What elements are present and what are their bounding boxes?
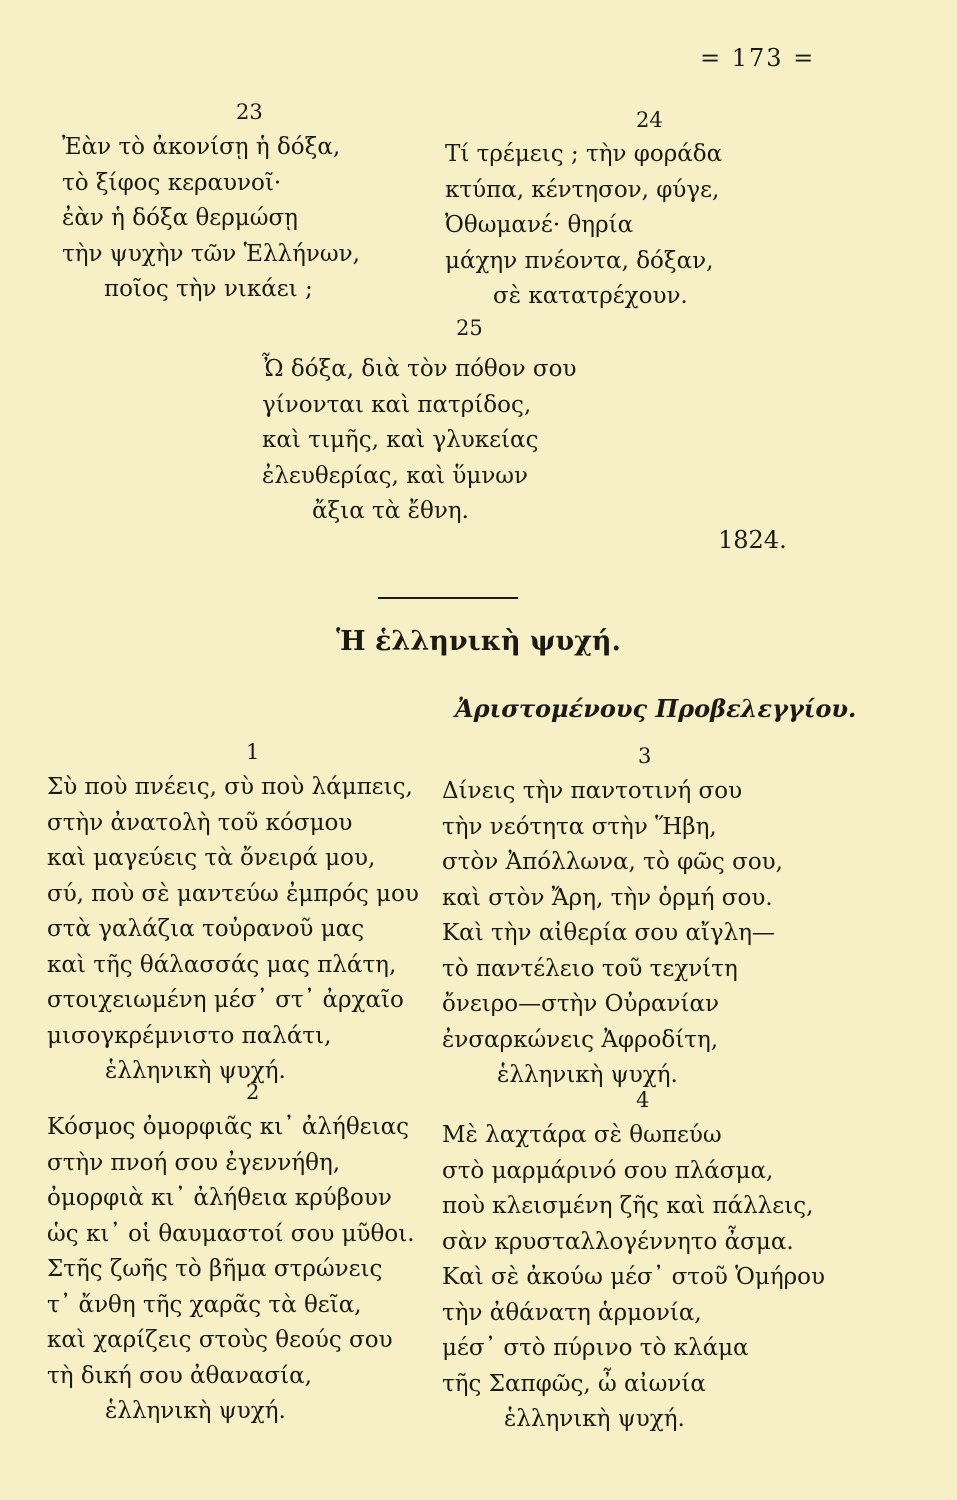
verse-line: ἄξια τὰ ἔθνη. xyxy=(312,498,469,524)
stanza-4-number: 4 xyxy=(636,1088,650,1112)
verse-line: Ἐὰν τὸ ἀκονίσῃ ἡ δόξα, xyxy=(62,134,341,160)
verse-line: τ᾿ ἄνθη τῆς χαρᾶς τὰ θεῖα, xyxy=(47,1291,362,1318)
verse-line: στὴν ἀνατολὴ τοῦ κόσμου xyxy=(47,809,353,836)
verse-line: ἐὰν ἡ δόξα θερμώσῃ xyxy=(62,205,298,231)
stanza-1-number: 1 xyxy=(246,740,260,764)
stanza-4 xyxy=(442,1118,825,1438)
verse-line: Ὀθωμανέ· θηρία xyxy=(445,212,634,238)
stanza-3-number: 3 xyxy=(638,744,652,768)
verse-line: ἐλευθερίας, καὶ ὕμνων xyxy=(262,462,529,489)
verse-line: τὴν ἀθάνατη ἁρμονία, xyxy=(442,1299,702,1326)
verse-line: Στῆς ζωῆς τὸ βῆμα στρώνεις xyxy=(47,1256,383,1282)
verse-refrain: ἑλληνικὴ ψυχή. xyxy=(105,1398,286,1424)
stanza-25-number: 25 xyxy=(456,316,483,340)
verse-line: μάχην πνέοντα, δόξαν, xyxy=(445,247,714,274)
verse-line: γίνονται καὶ πατρίδος, xyxy=(262,391,532,418)
page-number: = 173 = xyxy=(700,44,816,72)
verse-line: τὸ παντέλειο τοῦ τεχνίτη xyxy=(442,955,738,982)
stanza-24 xyxy=(445,137,722,315)
verse-line: Κόσμος ὀμορφιᾶς κι᾿ ἀλήθειας xyxy=(47,1114,410,1140)
poem-author: Ἀριστομένους Προβελεγγίου. xyxy=(455,694,857,723)
verse-line: ὡς κι᾿ οἱ θαυμαστοί σου μῦθοι. xyxy=(47,1220,415,1247)
verse-line: Καὶ τὴν αἰθερία σου αἴγλη— xyxy=(442,920,776,946)
verse-line: καὶ στὸν Ἄρη, τὴν ὁρμή σου. xyxy=(442,884,773,911)
verse-refrain: ἑλληνικὴ ψυχή. xyxy=(105,1058,286,1084)
verse-line: σύ, ποὺ σὲ μαντεύω ἐμπρός μου xyxy=(47,880,419,907)
stanza-23-number: 23 xyxy=(236,100,263,124)
verse-refrain: ἑλληνικὴ ψυχή. xyxy=(497,1062,678,1088)
verse-line: ὄνειρο—στὴν Οὐρανίαν xyxy=(442,991,720,1017)
verse-line: κτύπα, κέντησον, φύγε, xyxy=(445,176,720,203)
verse-line: Σὺ ποὺ πνέεις, σὺ ποὺ λάμπεις, xyxy=(47,774,413,800)
stanza-24-number: 24 xyxy=(636,108,663,132)
verse-line: καὶ μαγεύεις τὰ ὄνειρά μου, xyxy=(47,845,376,871)
verse-line: σὲ κατατρέχουν. xyxy=(493,283,688,309)
verse-line: στοιχειωμένη μέσ᾿ στ᾿ ἀρχαῖο xyxy=(47,987,404,1013)
verse-line: ὀμορφιὰ κι᾿ ἀλήθεια κρύβουν xyxy=(47,1185,392,1211)
verse-line: τὸ ξίφος κεραυνοῖ· xyxy=(62,169,282,196)
stanza-23 xyxy=(62,130,360,308)
verse-line: στὸ μαρμάρινό σου πλάσμα, xyxy=(442,1157,774,1184)
verse-line: Μὲ λαχτάρα σὲ θωπεύω xyxy=(442,1122,722,1148)
poem-title: Ἡ ἑλληνικὴ ψυχή. xyxy=(336,626,621,657)
verse-line: στὰ γαλάζια τοὐρανοῦ μας xyxy=(47,916,365,942)
verse-line: ποὺ κλεισμένη ζῆς καὶ πάλλεις, xyxy=(442,1193,814,1219)
verse-line: Δίνεις τὴν παντοτινή σου xyxy=(442,778,743,804)
section-divider xyxy=(378,597,518,599)
verse-line: σὰν κρυσταλλογέννητο ἆσμα. xyxy=(442,1228,794,1255)
verse-line: μέσ᾿ στὸ πύρινο τὸ κλάμα xyxy=(442,1335,749,1361)
verse-line: στὸν Ἀπόλλωνα, τὸ φῶς σου, xyxy=(442,849,783,875)
verse-line: καὶ τῆς θάλασσάς μας πλάτη, xyxy=(47,951,397,978)
verse-line: καὶ χαρίζεις στοὺς θεούς σου xyxy=(47,1327,393,1353)
verse-line: τὴν ψυχὴν τῶν Ἑλλήνων, xyxy=(62,240,360,267)
stanza-3 xyxy=(442,774,783,1094)
stanza-1 xyxy=(47,770,419,1090)
verse-line: καὶ τιμῆς, καὶ γλυκείας xyxy=(262,427,539,453)
year: 1824. xyxy=(718,526,787,554)
stanza-2-number: 2 xyxy=(246,1080,260,1104)
verse-line: τὴν νεότητα στὴν Ἥβη, xyxy=(442,813,717,840)
stanza-2 xyxy=(47,1110,415,1430)
verse-refrain: ἑλληνικὴ ψυχή. xyxy=(504,1406,685,1432)
verse-line: ἐνσαρκώνεις Ἀφροδίτη, xyxy=(442,1026,719,1053)
verse-line: τὴ δική σου ἀθανασία, xyxy=(47,1362,312,1389)
verse-line: Καὶ σὲ ἀκούω μέσ᾿ στοῦ Ὁμήρου xyxy=(442,1264,825,1290)
verse-line: στὴν πνοή σου ἐγεννήθη, xyxy=(47,1149,341,1176)
verse-line: Ὦ δόξα, διὰ τὸν πόθον σου xyxy=(262,356,577,382)
verse-line: ποῖος τὴν νικάει ; xyxy=(104,276,313,302)
verse-line: μισογκρέμνιστο παλάτι, xyxy=(47,1022,332,1049)
verse-line: Τί τρέμεις ; τὴν φοράδα xyxy=(445,141,723,167)
verse-line: τῆς Σαπφῶς, ὦ αἰωνία xyxy=(442,1370,706,1397)
stanza-25 xyxy=(262,352,576,530)
